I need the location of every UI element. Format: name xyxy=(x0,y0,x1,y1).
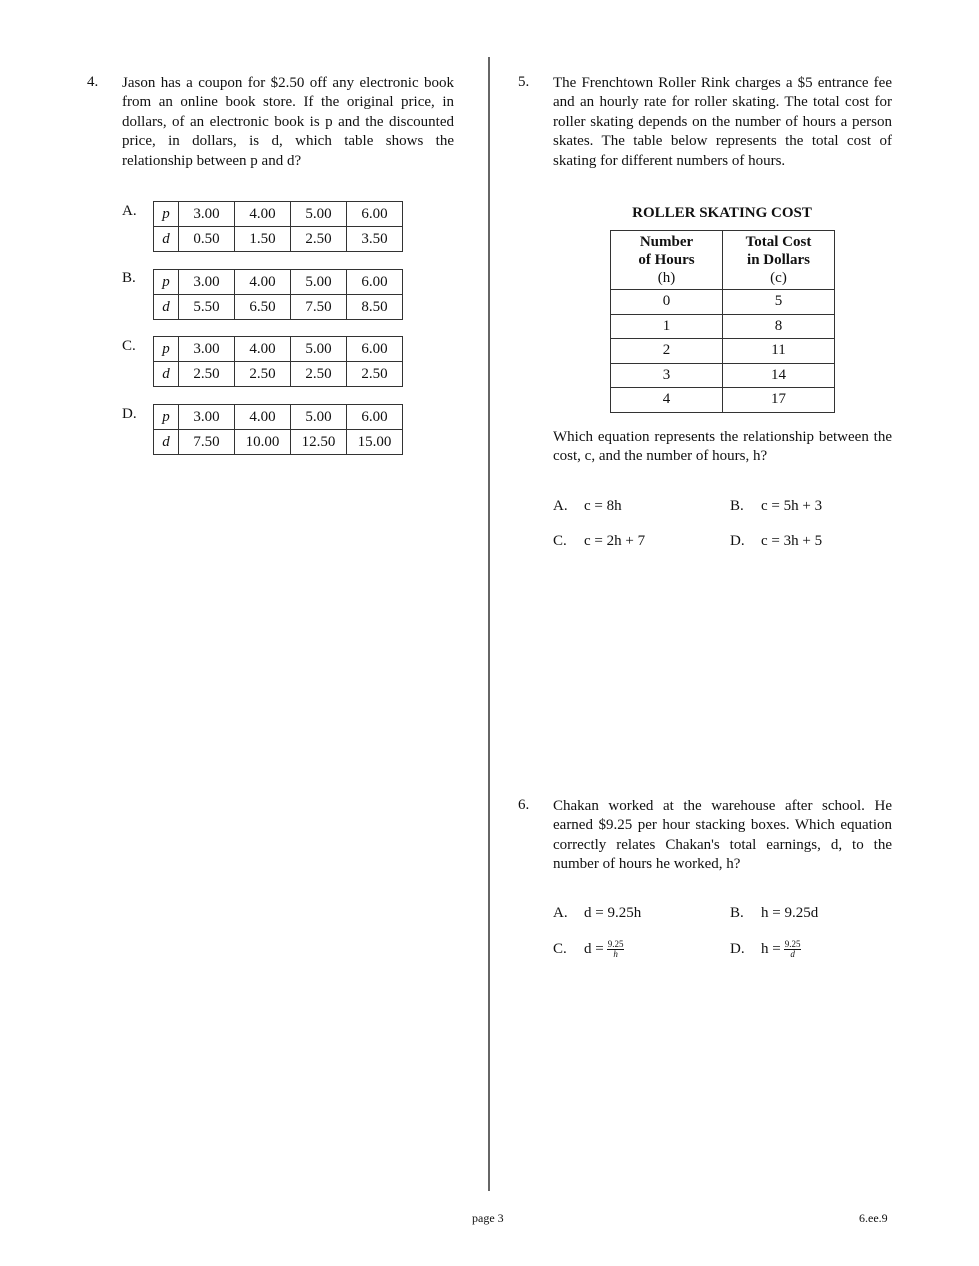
cell: 6.00 xyxy=(347,202,403,227)
cell: 4.00 xyxy=(235,405,291,430)
cell: 5.00 xyxy=(291,405,347,430)
option-letter: C. xyxy=(553,533,567,549)
cost-cell: 5 xyxy=(723,290,835,315)
option-letter: C. xyxy=(553,940,567,957)
option-letter: D. xyxy=(730,940,745,957)
q4-option-c-table xyxy=(153,336,403,387)
option-letter: B. xyxy=(730,498,744,514)
p-row xyxy=(154,202,403,227)
fraction-numerator: 9.25 xyxy=(784,939,801,949)
cell: 4.00 xyxy=(235,270,291,295)
cell: 3.00 xyxy=(179,202,235,227)
cell: 3.00 xyxy=(179,405,235,430)
hours-cell: 3 xyxy=(611,363,723,388)
page-number: page 3 xyxy=(472,1211,504,1225)
hours-header-line1: Number xyxy=(639,234,694,250)
q5-text: The Frenchtown Roller Rink charges a $5 entrance fee and an hourly rate for roller skating. The total cost for roller skating depends on the number of hours a person skates. The table below represents the total cost of skating for different numbers of hours. xyxy=(553,75,892,169)
q6-option-b[interactable] xyxy=(730,905,818,922)
table-row xyxy=(611,290,835,315)
cell: 4.00 xyxy=(235,202,291,227)
cell: 8.50 xyxy=(347,295,403,320)
cost-cell: 8 xyxy=(723,314,835,339)
q6-option-a[interactable] xyxy=(553,905,641,922)
roller-skating-cost-table xyxy=(610,230,835,413)
cell: 2.50 xyxy=(347,362,403,387)
fraction xyxy=(784,940,802,959)
cell: 4.00 xyxy=(235,337,291,362)
p-row xyxy=(154,337,403,362)
option-letter: B. xyxy=(730,905,744,921)
q5-table-title: ROLLER SKATING COST xyxy=(632,205,812,221)
table-row xyxy=(611,388,835,413)
cost-header-line1: Total Cost xyxy=(745,234,812,250)
d-row xyxy=(154,362,403,387)
cell: 7.50 xyxy=(291,295,347,320)
d-row xyxy=(154,295,403,320)
hours-cell: 4 xyxy=(611,388,723,413)
option-text: c = 3h + 5 xyxy=(761,533,823,549)
cost-header-var: (c) xyxy=(770,270,787,286)
cost-cell: 17 xyxy=(723,388,835,413)
q4-option-c-label[interactable]: C. xyxy=(122,338,136,354)
cell: 5.00 xyxy=(291,337,347,362)
q4-option-b-label[interactable]: B. xyxy=(122,270,136,286)
column-divider xyxy=(488,57,490,1191)
cell: 3.50 xyxy=(347,227,403,252)
q5-option-d[interactable] xyxy=(730,533,822,550)
cell: 12.50 xyxy=(291,430,347,455)
p-row xyxy=(154,405,403,430)
option-text: h = 9.25d xyxy=(761,905,819,921)
fraction-numerator: 9.25 xyxy=(607,939,624,949)
d-row xyxy=(154,227,403,252)
q5-option-b[interactable] xyxy=(730,498,822,515)
cell: 3.00 xyxy=(179,270,235,295)
q6-text: Chakan worked at the warehouse after school. He earned $9.25 per hour stacking boxes. Which equation correctly relates Chakan's total earnings, d, to the number of hours he worked, h? xyxy=(553,798,892,873)
p-var: p xyxy=(154,202,179,227)
d-var: d xyxy=(154,295,179,320)
q6-option-d[interactable] xyxy=(730,940,801,959)
cell: 0.50 xyxy=(179,227,235,252)
fraction-denominator: h xyxy=(613,949,618,959)
table-row xyxy=(611,339,835,364)
cell: 5.00 xyxy=(291,270,347,295)
standard-code: 6.ee.9 xyxy=(859,1211,888,1225)
d-var: d xyxy=(154,227,179,252)
d-row xyxy=(154,430,403,455)
table-row xyxy=(611,363,835,388)
cell: 7.50 xyxy=(179,430,235,455)
q4-option-d-table xyxy=(153,404,403,455)
q5-question: Which equation represents the relationship between the cost, c, and the number of hours, h? xyxy=(553,429,892,465)
table-row xyxy=(611,314,835,339)
p-var: p xyxy=(154,337,179,362)
q4-option-b-table xyxy=(153,269,403,320)
q6-option-c[interactable] xyxy=(553,940,624,959)
cell: 5.50 xyxy=(179,295,235,320)
option-text: d = 9.25h xyxy=(584,905,642,921)
cost-header-line2: in Dollars xyxy=(747,252,810,268)
cell: 10.00 xyxy=(235,430,291,455)
cell: 6.00 xyxy=(347,270,403,295)
p-var: p xyxy=(154,405,179,430)
hours-header xyxy=(611,231,723,290)
hours-cell: 1 xyxy=(611,314,723,339)
cell: 2.50 xyxy=(291,362,347,387)
q4-option-a-label[interactable]: A. xyxy=(122,203,137,219)
cell: 2.50 xyxy=(179,362,235,387)
option-text: c = 2h + 7 xyxy=(584,533,646,549)
fraction xyxy=(607,940,625,959)
d-var: d xyxy=(154,430,179,455)
cell: 6.50 xyxy=(235,295,291,320)
fraction-denominator: d xyxy=(790,949,795,959)
option-lhs: d = xyxy=(584,940,604,957)
hours-header-line2: of Hours xyxy=(638,252,695,268)
cell: 5.00 xyxy=(291,202,347,227)
q6-number: 6. xyxy=(518,797,530,813)
cell: 6.00 xyxy=(347,337,403,362)
cell: 6.00 xyxy=(347,405,403,430)
q4-option-d-label[interactable]: D. xyxy=(122,406,137,422)
hours-cell: 0 xyxy=(611,290,723,315)
q4-text: Jason has a coupon for $2.50 off any electronic book from an online book store. If the original price, in dollars, of an electronic book is p and the discounted price, in dollars, is d, which table shows the relationship between p and d? xyxy=(122,75,454,169)
q5-option-a[interactable] xyxy=(553,498,622,515)
hours-cell: 2 xyxy=(611,339,723,364)
cost-cell: 14 xyxy=(723,363,835,388)
d-var: d xyxy=(154,362,179,387)
option-lhs: h = xyxy=(761,940,781,957)
p-row xyxy=(154,270,403,295)
q5-option-c[interactable] xyxy=(553,533,645,550)
cell: 3.00 xyxy=(179,337,235,362)
q4-option-a-table xyxy=(153,201,403,252)
cost-cell: 11 xyxy=(723,339,835,364)
option-letter: D. xyxy=(730,533,745,549)
option-text: c = 5h + 3 xyxy=(761,498,823,514)
option-letter: A. xyxy=(553,905,568,921)
cell: 1.50 xyxy=(235,227,291,252)
q5-number: 5. xyxy=(518,74,530,90)
cell: 2.50 xyxy=(291,227,347,252)
option-letter: A. xyxy=(553,498,568,514)
table-header-row xyxy=(611,231,835,290)
q4-number: 4. xyxy=(87,74,99,90)
cell: 2.50 xyxy=(235,362,291,387)
p-var: p xyxy=(154,270,179,295)
cost-header xyxy=(723,231,835,290)
option-text: c = 8h xyxy=(584,498,622,514)
cell: 15.00 xyxy=(347,430,403,455)
hours-header-var: (h) xyxy=(657,270,676,286)
